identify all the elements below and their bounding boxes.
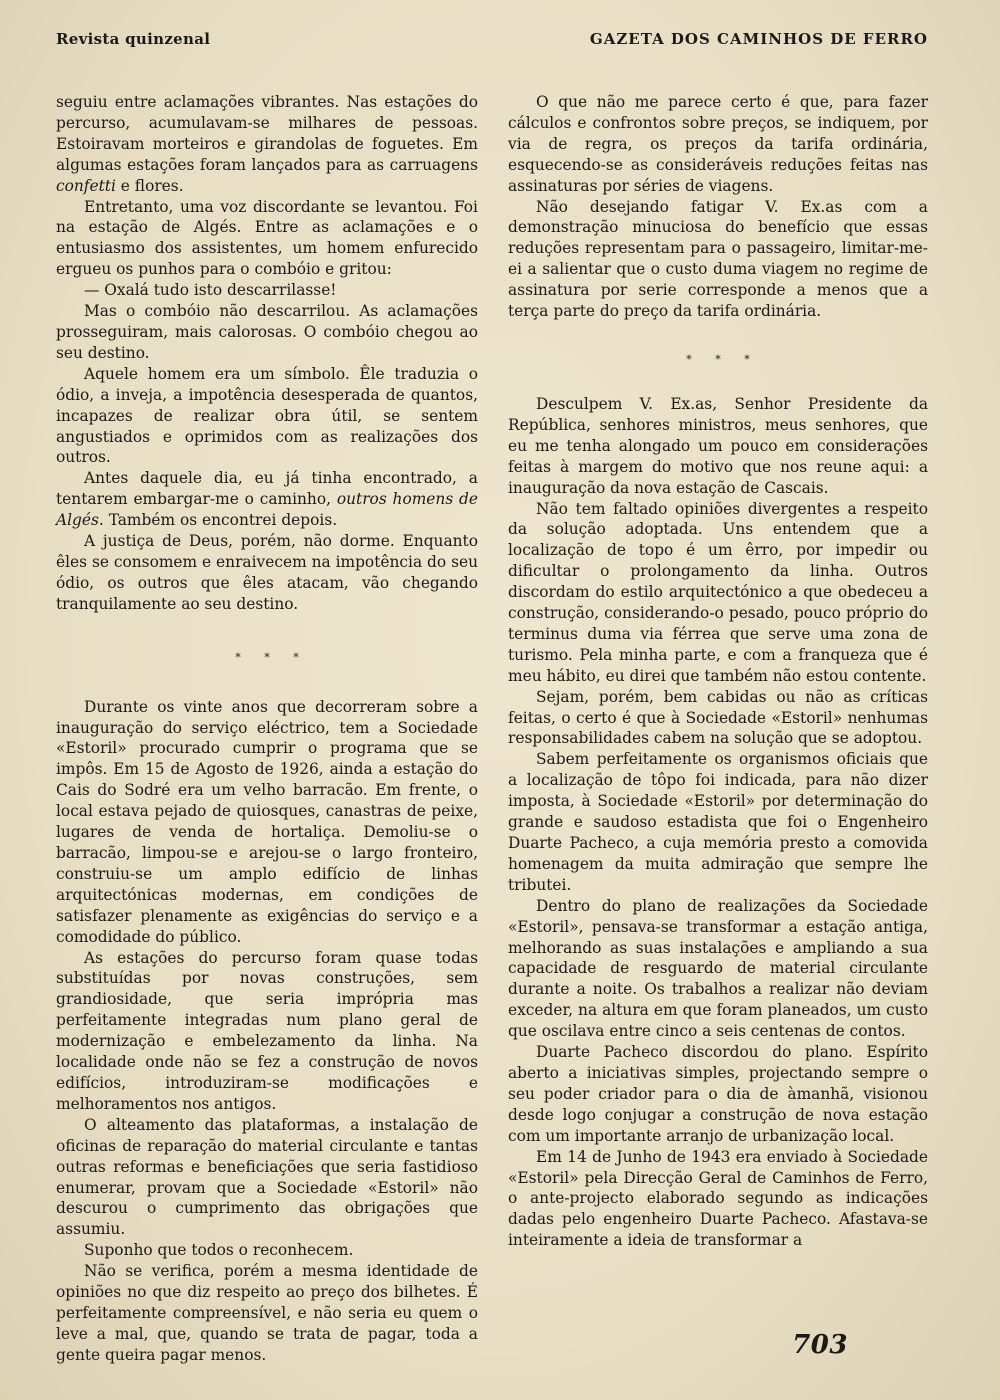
paragraph <box>56 92 478 197</box>
paragraph-text: e flores. <box>115 176 184 195</box>
paragraph: Dentro do plano de realizações da Sociedade «Estoril», pensava-se transformar a estação antiga, melhorando as suas instalações e ampliando a sua capacidade de resguardo de material circulante durante a noite. Os trabalhos a realizar não deviam exceder, na altura em que foram planeados, um custo que oscilava entre cinco a seis centenas de contos. <box>508 896 928 1041</box>
paragraph: Suponho que todos o reconhecem. <box>84 1241 354 1260</box>
paragraph: A justiça de Deus, porém, não dorme. Enquanto êles se consomem e enraivecem na impotência do seu ódio, os outros que êles atacam, vão chegando tranquilamente ao seu destino. <box>56 532 478 613</box>
paragraph: Em 14 de Junho de 1943 era enviado à Sociedade «Estoril» pela Direcção Geral de Caminhos de Ferro, o ante-projecto elaborado segundo as indicações dadas pelo engenheiro Duarte Pacheco. Afastava-se inteiramente a ideia de transformar a <box>508 1147 928 1250</box>
paragraph <box>56 468 478 531</box>
paragraph-text: . Também os encontrei depois. <box>98 511 338 530</box>
paragraph: Aquele homem era um símbolo. Êle traduzia o ódio, a inveja, a impotência desesperada de quantos, incapazes de realizar obra útil, se sentem angustiados e oprimidos com as realizações dos outros. <box>56 364 478 467</box>
quoted-shout: — Oxalá tudo isto descarrilasse! <box>84 281 337 300</box>
paragraph: Sejam, porém, bem cabidas ou não as críticas feitas, o certo é que à Sociedade «Estoril» nenhumas responsabilidades cabem na solução que se adoptou. <box>508 687 928 748</box>
left-column <box>56 92 478 1366</box>
page-number: 703 <box>792 1330 848 1360</box>
paragraph-text: Antes daquele dia, eu já tinha encontrado, a tentarem embargar-me o caminho, <box>56 469 478 509</box>
paragraph: Não tem faltado opiniões divergentes a respeito da solução adoptada. Uns entendem que a localização de topo é um êrro, por impedir ou dificultar o prolongamento da linha. Outros discordam do estilo arquitectónico a que obedeceu a construção, considerando-o pesado, pouco próprio do terminus duma via férrea que serve uma zona de turismo. Pela minha parte, e com a franqueza que é meu hábito, eu direi que também não estou contente. <box>508 499 928 685</box>
section-separator: * * * <box>235 650 309 664</box>
paragraph: Não desejando fatigar V. Ex.as com a demonstração minuciosa do benefício que essas reduções representam para o passageiro, limitar-me-ei a salientar que o custo duma viagem no regime de assinatura por serie corresponde a menos que a terça parte do preço da tarifa ordinária. <box>508 197 928 321</box>
emphasis-text: confetti <box>56 176 116 195</box>
section-separator: * * * <box>686 352 760 366</box>
paragraph: Mas o combóio não descarrilou. As aclamações prosseguiram, mais calorosas. O combóio chegou ao seu destino. <box>56 302 478 362</box>
paragraph-text: seguiu entre aclamações vibrantes. Nas estações do percurso, acumulavam-se milhares de pessoas. Estoiravam morteiros e girandolas de foguetes. Em algumas estações foram lançados para as carruagens <box>56 93 478 174</box>
paragraph: Desculpem V. Ex.as, Senhor Presidente da República, senhores ministros, meus senhores, que eu me tenha alongado um pouco em considerações feitas à margem do motivo que nos reune aqui: a inauguração da nova estação de Cascais. <box>508 394 928 497</box>
header-magazine-title: GAZETA DOS CAMINHOS DE FERRO <box>589 30 928 48</box>
paragraph: O alteamento das plataformas, a instalação de oficinas de reparação do material circulante e tantas outras reformas e beneficiações que seria fastidioso enumerar, provam que a Sociedade «Estoril» não descurou o cumprimento das obrigações que assumiu. <box>56 1115 478 1239</box>
paragraph: Durante os vinte anos que decorreram sobre a inauguração do serviço eléctrico, tem a Sociedade «Estoril» procurado cumprir o programa que se impôs. Em 15 de Agosto de 1926, ainda a estação do Cais do Sodré era um velho barracão. Em frente, o local estava pejado de quiosques, canastras de peixe, lugares de venda de hortaliça. Demoliu-se o barracão, limpou-se e arejou-se o largo fronteiro, construiu-se um amplo edifício de linhas arquitectónicas modernas, em condições de satisfazer plenamente as exigências do serviço e a comodidade do público. <box>56 697 478 946</box>
paragraph: O que não me parece certo é que, para fazer cálculos e confrontos sobre preços, se indiquem, por via de regra, os preços da tarifa ordinária, esquecendo-se as consideráveis reduções feitas nas assinaturas por séries de viagens. <box>508 93 928 195</box>
paragraph: Sabem perfeitamente os organismos oficiais que a localização de tôpo foi indicada, para não dizer imposta, à Sociedade «Estoril» por determinação do grande e saudoso estadista que foi o Engenheiro Duarte Pacheco, a cuja memória presto a comovida homenagem da muita admiração que sempre lhe tributei. <box>508 750 928 894</box>
paragraph: Entretanto, uma voz discordante se levantou. Foi na estação de Algés. Entre as aclamações e o entusiasmo dos assistentes, um homem enfurecido ergueu os punhos para o combóio e gritou: <box>56 197 478 279</box>
right-column <box>508 92 928 1251</box>
paragraph: As estações do percurso foram quase todas substituídas por novas construções, sem grandiosidade, que seria imprópria mas perfeitamente integradas num plano geral de modernização e embelezamento da linha. Na localidade onde não se fez a construção de novos edifícios, introduziram-se modificações e melhoramentos nos antigos. <box>56 948 478 1113</box>
header-publication-frequency: Revista quinzenal <box>56 30 211 48</box>
emphasis-text: outros homens de Algés <box>56 490 478 530</box>
paragraph: Não se verifica, porém a mesma identidade de opiniões no que diz respeito ao preço dos bilhetes. É perfeitamente compreensível, e não seria eu quem o leve a mal, que, quando se trata de pagar, toda a gente queira pagar menos. <box>56 1262 478 1364</box>
paragraph: Duarte Pacheco discordou do plano. Espírito aberto a iniciativas simples, projectando sempre o seu poder criador para o dia de àmanhã, visionou desde logo conjugar a construção de nova estação com um importante arranjo de urbanização local. <box>508 1043 928 1145</box>
running-header <box>56 30 928 56</box>
